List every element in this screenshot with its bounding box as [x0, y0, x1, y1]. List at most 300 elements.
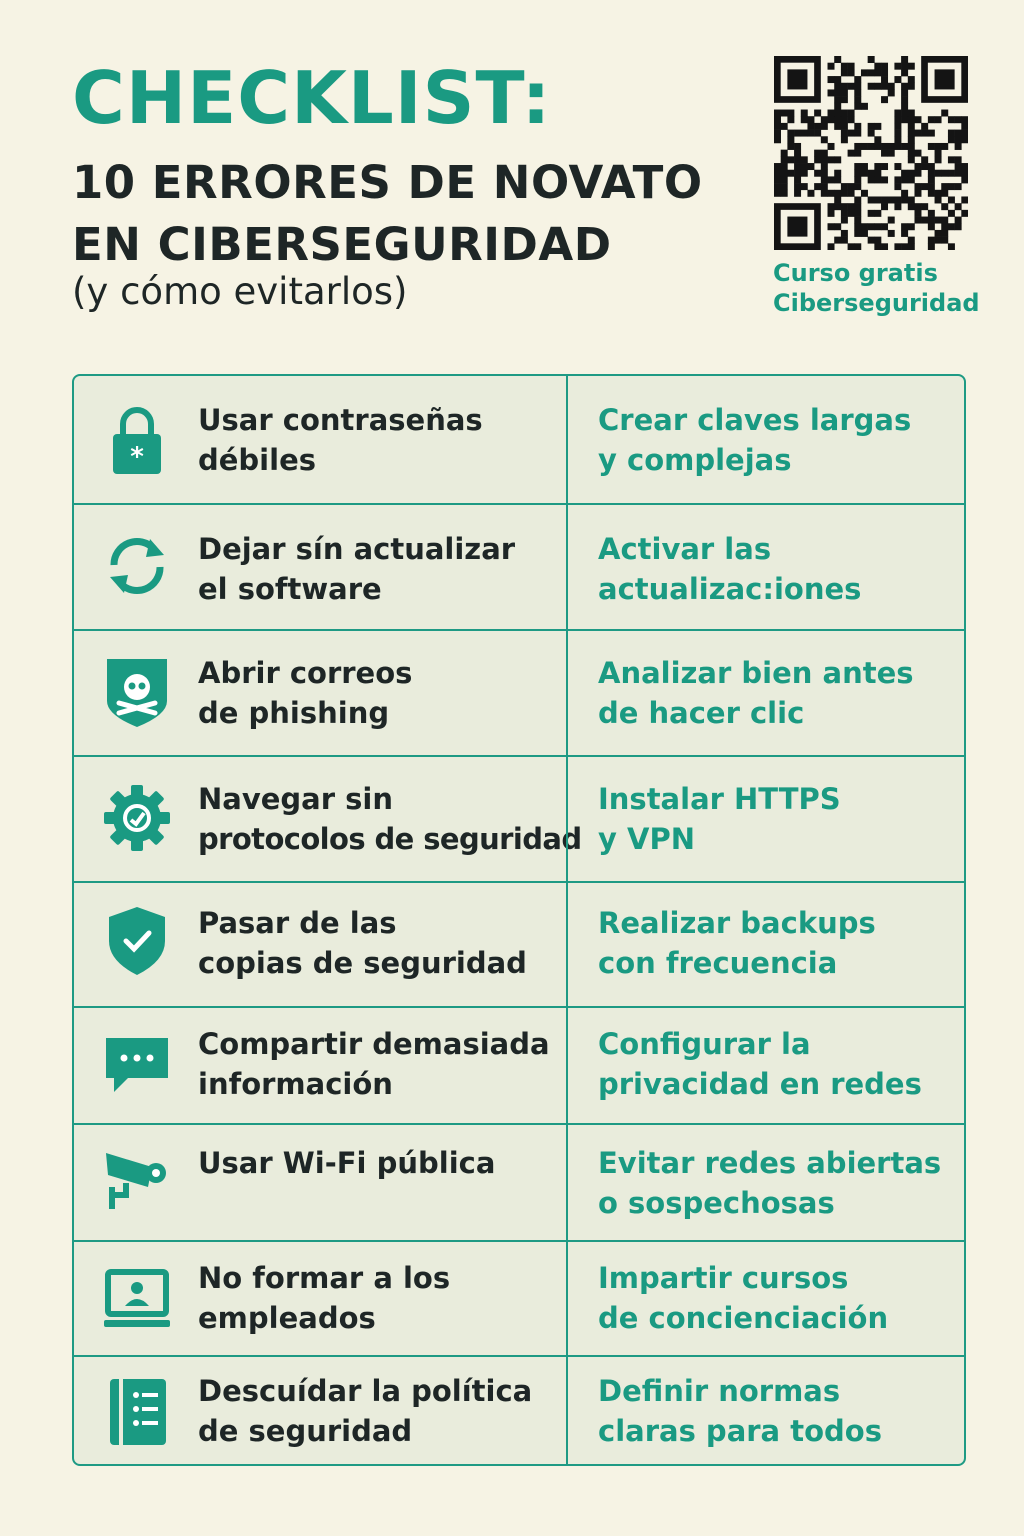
qr-module	[955, 170, 962, 177]
qr-module	[935, 190, 942, 197]
document-list-icon	[102, 1377, 172, 1447]
camera-icon	[102, 1147, 172, 1217]
qr-module	[801, 156, 808, 163]
mistake-cell	[74, 1008, 566, 1123]
qr-module	[961, 136, 968, 143]
qr-module	[781, 123, 788, 130]
mistake-line: Abrir correos	[198, 656, 413, 690]
qr-module	[948, 243, 955, 250]
qr-module	[874, 143, 881, 150]
qr-module	[948, 210, 955, 217]
tagline: (y cómo evitarlos)	[72, 270, 408, 313]
qr-module	[774, 170, 781, 177]
subtitle-line-2: EN CIBERSEGURIDAD	[72, 218, 612, 271]
qr-module	[955, 163, 962, 170]
qr-module	[908, 130, 915, 137]
qr-module	[781, 183, 788, 190]
qr-module	[834, 110, 841, 117]
qr-module	[868, 170, 875, 177]
mistake-line: Dejar sín actualizar	[198, 532, 516, 566]
qr-module	[921, 130, 928, 137]
qr-module	[928, 217, 935, 224]
qr-module	[821, 116, 828, 123]
qr-module	[834, 196, 841, 203]
subtitle-line-1: 10 ERRORES DE NOVATO	[72, 156, 703, 209]
qr-module	[908, 123, 915, 130]
qr-module	[894, 243, 901, 250]
qr-module	[941, 230, 948, 237]
mistake-text	[198, 779, 582, 859]
qr-module	[901, 223, 908, 230]
qr-module	[894, 183, 901, 190]
qr-module	[821, 170, 828, 177]
fix-line: y complejas	[598, 443, 792, 477]
qr-module	[881, 196, 888, 203]
mistake-line: de phishing	[198, 696, 390, 730]
mistake-line: Usar Wi-Fi pública	[198, 1146, 496, 1180]
qr-module	[955, 143, 962, 150]
fix-cell	[566, 1242, 964, 1355]
qr-module	[888, 196, 895, 203]
checklist-row	[74, 376, 964, 503]
qr-module	[908, 63, 915, 70]
qr-module	[801, 116, 808, 123]
qr-module	[848, 110, 855, 117]
qr-module	[868, 69, 875, 76]
qr-module	[888, 89, 895, 96]
qr-module	[801, 110, 808, 117]
qr-module	[828, 176, 835, 183]
mistake-line: No formar a los	[198, 1261, 451, 1295]
qr-module	[941, 170, 948, 177]
qr-module	[787, 130, 794, 137]
qr-module	[955, 116, 962, 123]
qr-module	[854, 89, 861, 96]
fix-line: Configurar la	[598, 1027, 811, 1061]
skull-shield-icon	[102, 657, 172, 727]
qr-module	[935, 237, 942, 244]
qr-module	[908, 196, 915, 203]
qr-module	[821, 176, 828, 183]
page-title: CHECKLIST:	[72, 56, 552, 140]
mistake-text	[198, 1143, 560, 1183]
qr-module	[894, 136, 901, 143]
fix-text	[598, 1143, 956, 1223]
qr-module	[874, 123, 881, 130]
qr-module	[928, 176, 935, 183]
mistake-cell	[74, 505, 566, 629]
qr-module	[874, 83, 881, 90]
fix-cell	[566, 1357, 964, 1464]
qr-module	[828, 156, 835, 163]
qr-module	[841, 83, 848, 90]
qr-module	[908, 116, 915, 123]
qr-module	[914, 210, 921, 217]
qr-module	[848, 150, 855, 157]
qr-caption-line-1: Curso gratis	[773, 259, 938, 287]
chat-bubble-icon	[102, 1030, 172, 1100]
qr-module	[901, 116, 908, 123]
qr-module	[928, 116, 935, 123]
qr-module	[894, 176, 901, 183]
qr-module	[774, 163, 781, 170]
qr-module	[854, 103, 861, 110]
qr-module	[834, 83, 841, 90]
qr-module	[841, 190, 848, 197]
qr-module	[834, 203, 841, 210]
qr-module	[935, 150, 942, 157]
fix-cell	[566, 1008, 964, 1123]
qr-module	[841, 237, 848, 244]
qr-module	[948, 196, 955, 203]
qr-module	[854, 210, 861, 217]
qr-module	[861, 69, 868, 76]
mistake-line: Usar contraseñas	[198, 403, 483, 437]
qr-module	[894, 110, 901, 117]
qr-module	[854, 230, 861, 237]
fix-line: de hacer clic	[598, 696, 805, 730]
qr-module	[848, 203, 855, 210]
qr-module	[841, 136, 848, 143]
qr-module	[908, 243, 915, 250]
qr-module	[881, 96, 888, 103]
qr-module	[787, 69, 807, 89]
qr-module	[807, 116, 814, 123]
qr-module	[894, 143, 901, 150]
fix-line: Crear claves largas	[598, 403, 912, 437]
fix-line: Realizar backups	[598, 906, 876, 940]
qr-module	[928, 130, 935, 137]
qr-module	[841, 116, 848, 123]
qr-module	[881, 69, 888, 76]
mistake-line: protocolos de seguridad	[198, 822, 582, 856]
qr-module	[935, 217, 942, 224]
qr-module	[928, 190, 935, 197]
qr-module	[861, 230, 868, 237]
monitor-user-icon	[102, 1264, 172, 1334]
qr-module	[781, 156, 788, 163]
qr-module	[901, 69, 908, 76]
qr-module	[894, 130, 901, 137]
mistake-line: copias de seguridad	[198, 946, 527, 980]
qr-module	[814, 110, 821, 117]
fix-text	[598, 400, 956, 480]
qr-module	[834, 103, 841, 110]
qr-module	[794, 143, 801, 150]
qr-module	[961, 163, 968, 170]
qr-module	[948, 156, 955, 163]
qr-module	[834, 190, 841, 197]
qr-module	[908, 136, 915, 143]
fix-line: Activar las	[598, 532, 772, 566]
qr-module	[874, 196, 881, 203]
qr-module	[868, 56, 875, 63]
fix-cell	[566, 631, 964, 755]
qr-module	[828, 110, 835, 117]
mistake-line: Descuídar la política	[198, 1374, 533, 1408]
fix-line: Impartir cursos	[598, 1261, 849, 1295]
fix-line: Evitar redes abiertas	[598, 1146, 942, 1180]
qr-module	[874, 170, 881, 177]
qr-module	[868, 123, 875, 130]
qr-module	[868, 83, 875, 90]
qr-module	[841, 203, 848, 210]
checklist-row	[74, 1123, 964, 1240]
fix-line: con frecuencia	[598, 946, 838, 980]
qr-module	[854, 196, 861, 203]
qr-module	[834, 156, 841, 163]
qr-module	[781, 170, 788, 177]
fix-line: Instalar HTTPS	[598, 782, 841, 816]
qr-module	[881, 143, 888, 150]
qr-module	[914, 163, 921, 170]
mistake-line: Navegar sin	[198, 782, 393, 816]
shield-check-icon	[102, 905, 172, 975]
checklist-row	[74, 503, 964, 629]
qr-module	[948, 116, 955, 123]
qr-module	[841, 69, 848, 76]
qr-code[interactable]	[774, 56, 968, 250]
qr-module	[914, 203, 921, 210]
qr-module	[848, 116, 855, 123]
qr-module	[888, 217, 895, 224]
qr-module	[854, 217, 861, 224]
fix-text	[598, 903, 956, 983]
qr-module	[948, 136, 955, 143]
qr-module	[801, 130, 808, 137]
qr-module	[854, 223, 861, 230]
qr-module	[955, 136, 962, 143]
qr-module	[881, 176, 888, 183]
mistake-text	[198, 1024, 560, 1104]
qr-module	[908, 76, 915, 83]
qr-module	[814, 123, 821, 130]
qr-module	[941, 217, 948, 224]
qr-module	[901, 89, 908, 96]
qr-module	[881, 76, 888, 83]
qr-module	[961, 210, 968, 217]
qr-module	[828, 190, 835, 197]
qr-module	[908, 110, 915, 117]
mistake-line: información	[198, 1067, 393, 1101]
fix-text	[598, 779, 956, 859]
qr-module	[841, 217, 848, 224]
qr-module	[921, 123, 928, 130]
mistake-cell	[74, 757, 582, 881]
qr-module	[794, 183, 801, 190]
qr-module	[881, 83, 888, 90]
qr-module	[874, 243, 881, 250]
qr-module	[821, 163, 828, 170]
qr-module	[941, 143, 948, 150]
qr-module	[834, 116, 841, 123]
qr-module	[821, 156, 828, 163]
qr-module	[948, 170, 955, 177]
qr-module	[828, 116, 835, 123]
qr-module	[848, 69, 855, 76]
qr-module	[894, 203, 901, 210]
qr-module	[861, 103, 868, 110]
qr-module	[841, 123, 848, 130]
qr-module	[888, 83, 895, 90]
qr-module	[901, 110, 908, 117]
mistake-line: Pasar de las	[198, 906, 397, 940]
qr-module	[901, 63, 908, 70]
mistake-line: el software	[198, 572, 382, 606]
qr-module	[861, 170, 868, 177]
qr-module	[821, 136, 828, 143]
qr-module	[787, 170, 794, 177]
qr-module	[941, 237, 948, 244]
qr-module	[834, 237, 841, 244]
qr-module	[801, 163, 808, 170]
qr-module	[888, 230, 895, 237]
fix-line: Definir normas	[598, 1374, 841, 1408]
checklist-row	[74, 1355, 964, 1464]
mistake-text	[198, 1258, 560, 1338]
qr-module	[908, 203, 915, 210]
qr-module	[908, 156, 915, 163]
qr-module	[928, 237, 935, 244]
qr-module	[874, 163, 881, 170]
qr-module	[774, 136, 781, 143]
qr-module	[828, 63, 835, 70]
qr-module	[774, 110, 781, 117]
fix-line: de concienciación	[598, 1301, 889, 1335]
qr-module	[961, 130, 968, 137]
qr-module	[935, 69, 955, 89]
qr-module	[781, 190, 788, 197]
checklist-row	[74, 755, 964, 881]
qr-module	[894, 163, 901, 170]
qr-module	[774, 183, 781, 190]
qr-module	[834, 123, 841, 130]
qr-module	[781, 176, 788, 183]
qr-module	[901, 190, 908, 197]
qr-module	[901, 196, 908, 203]
qr-module	[848, 63, 855, 70]
qr-module	[868, 210, 875, 217]
qr-module	[888, 150, 895, 157]
qr-module	[908, 150, 915, 157]
checklist-row	[74, 881, 964, 1006]
qr-module	[814, 156, 821, 163]
qr-module	[861, 163, 868, 170]
qr-module	[821, 150, 828, 157]
fix-line: y VPN	[598, 822, 695, 856]
fix-line: claras para todos	[598, 1414, 882, 1448]
qr-module	[874, 210, 881, 217]
qr-module	[901, 176, 908, 183]
qr-module	[955, 217, 962, 224]
qr-module	[908, 223, 915, 230]
qr-module	[801, 170, 808, 177]
qr-module	[955, 130, 962, 137]
qr-module	[841, 210, 848, 217]
fix-line: actualizac:iones	[598, 572, 862, 606]
qr-module	[854, 83, 861, 90]
qr-module	[854, 150, 861, 157]
qr-module	[854, 96, 861, 103]
qr-module	[814, 150, 821, 157]
qr-module	[955, 223, 962, 230]
qr-module	[848, 210, 855, 217]
qr-module	[854, 130, 861, 137]
qr-module	[801, 183, 808, 190]
qr-module	[774, 190, 781, 197]
mistake-cell	[74, 1125, 566, 1240]
qr-module	[794, 156, 801, 163]
qr-module	[914, 150, 921, 157]
fix-line: privacidad en redes	[598, 1067, 922, 1101]
qr-module	[807, 123, 814, 130]
qr-module	[881, 63, 888, 70]
qr-module	[774, 123, 781, 130]
qr-module	[834, 76, 841, 83]
qr-module	[807, 163, 814, 170]
qr-module	[914, 116, 921, 123]
qr-module	[781, 150, 788, 157]
mistake-line: empleados	[198, 1301, 376, 1335]
qr-module	[848, 183, 855, 190]
qr-module	[941, 190, 948, 197]
qr-module	[834, 176, 841, 183]
checklist-table	[72, 374, 966, 1466]
qr-module	[881, 203, 888, 210]
qr-module	[834, 56, 841, 63]
refresh-icon	[102, 531, 172, 601]
qr-module	[854, 143, 861, 150]
qr-module	[828, 210, 835, 217]
qr-module	[928, 223, 935, 230]
qr-module	[841, 63, 848, 70]
qr-module	[821, 183, 828, 190]
qr-module	[794, 130, 801, 137]
qr-module	[928, 243, 935, 250]
qr-module	[935, 230, 942, 237]
fix-line: Analizar bien antes	[598, 656, 914, 690]
qr-module	[854, 123, 861, 130]
qr-module	[787, 217, 807, 237]
qr-caption-line-2: Ciberseguridad	[773, 289, 980, 317]
qr-module	[961, 176, 968, 183]
qr-module	[935, 196, 942, 203]
mistake-line: débiles	[198, 443, 316, 477]
qr-module	[781, 110, 788, 117]
qr-module	[828, 223, 835, 230]
qr-module	[894, 76, 901, 83]
qr-module	[868, 237, 875, 244]
qr-module	[908, 176, 915, 183]
qr-module	[928, 163, 935, 170]
qr-caption	[773, 258, 980, 318]
qr-module	[841, 130, 848, 137]
qr-module	[881, 243, 888, 250]
qr-module	[787, 116, 794, 123]
qr-module	[914, 190, 921, 197]
qr-module	[787, 136, 794, 143]
qr-module	[914, 217, 921, 224]
qr-module	[914, 130, 921, 137]
mistake-text	[198, 529, 560, 609]
qr-module	[928, 210, 935, 217]
page-subtitle	[72, 152, 703, 276]
qr-module	[961, 116, 968, 123]
qr-module	[774, 176, 781, 183]
mistake-line: Compartir demasiada	[198, 1027, 550, 1061]
qr-module	[948, 183, 955, 190]
qr-module	[807, 190, 814, 197]
